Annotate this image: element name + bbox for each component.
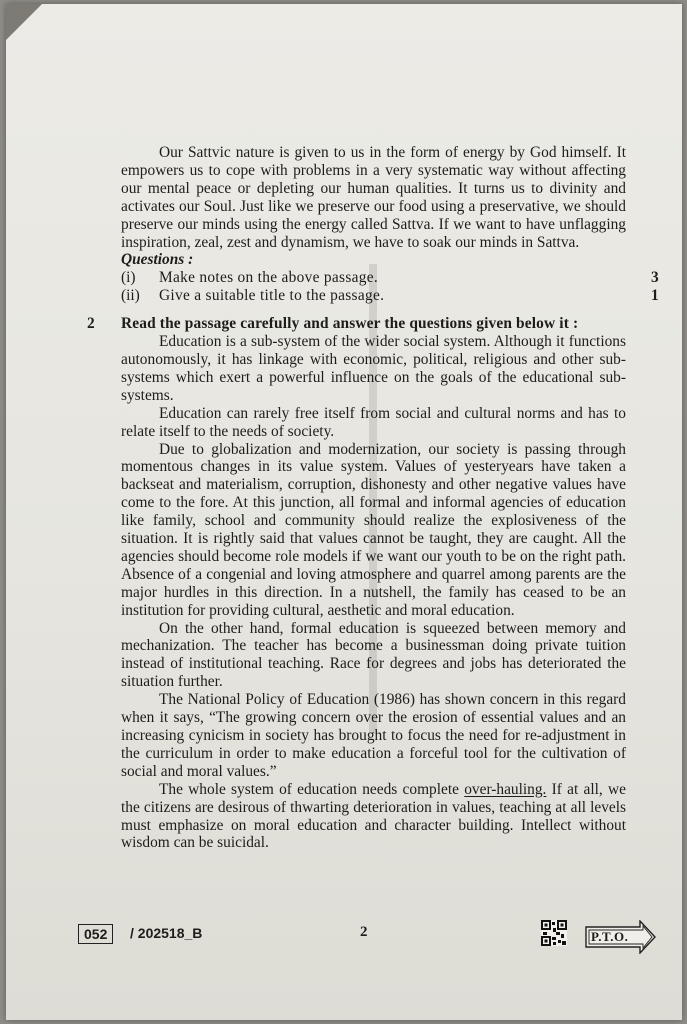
question-marks: 3: [651, 269, 659, 287]
paragraph: On the other hand, formal education is squeezed between memory and mechanization. The teacher has become a businessman doing private tuition instead of institutional teaching. Race for degrees and jobs has deteriorated the situation further.: [121, 619, 626, 691]
question-text: Make notes on the above passage.: [159, 269, 379, 287]
paragraph: Education is a sub-system of the wider social system. Although it functions autonomously, it has linkage with economic, political, religious and other sub-systems which exert a powerful influence on the goals of the educational sub-systems.: [121, 333, 626, 404]
passage1-text: Our Sattvic nature is given to us in the form of energy by God himself. It empowers us to cope with problems in a very systematic way without affecting our mental peace or depleting our human qualities. It turns us to divinity and activates our Soul. Just like we preserve our food using a preservative, we should preserve our minds using the energy called Sattva. If we want to have unflagging inspiration, zeal, zest and dynamism, we have to soak our minds in Sattva.: [121, 144, 626, 251]
content: [87, 144, 659, 852]
paper-series: / 202518_B: [130, 925, 203, 941]
qr-code-icon: [541, 920, 567, 946]
question-label: (ii): [121, 287, 140, 305]
section-number: 2: [87, 315, 95, 333]
paragraph: Due to globalization and modernization, our society is passing through momentous changes in its value system. Values of yesteryears have taken a backseat and materialism, corruption, dishonesty and other negative values have come to the fore. At this junction, all formal and informal agencies of education like family, school and community should realize the explosiveness of the situation. It is rightly said that values cannot be taught, they are caught. All the agencies should become role models if we want our youth to be on the right path. Absence of a congenial and loving atmosphere and quarrel among parents are the major hurdles in this direction. In a nutshell, the family has ceased to be an institution for providing cultural, aesthetic and moral education.: [121, 440, 626, 619]
page-number: 2: [360, 924, 368, 940]
question-list: [121, 269, 659, 305]
footer: [78, 920, 662, 956]
paper-code: 052: [78, 924, 113, 944]
text-before: The whole system of education needs complete: [159, 780, 459, 798]
questions-heading: Questions :: [121, 251, 194, 269]
paragraph: The National Policy of Education (1986) has shown concern in this regard when it says, “The growing concern over the erosion of essential values and an increasing cynicism in society has brought to focus the need for re-adjustment in the curriculum in order to make education a forceful tool for the cultivation of social and moral values.”: [121, 691, 626, 780]
question-item: [121, 269, 659, 287]
question-label: (i): [121, 269, 136, 287]
question-marks: 1: [651, 287, 659, 305]
text-after: If at all, we the citizens are desirous of thwarting deterioration in values, teaching at all levels must emphasize on moral education and character building. Intellect without wisdom can be suicidal.: [121, 780, 626, 852]
section-2: [87, 315, 626, 852]
question-item: [121, 287, 659, 305]
question-text: Give a suitable title to the passage.: [159, 287, 385, 305]
page-fold: [6, 4, 42, 40]
pto-label: P.T.O.: [591, 929, 629, 944]
paragraph-last: [121, 781, 626, 853]
section-heading: Read the passage carefully and answer the questions given below it :: [121, 315, 579, 333]
exam-page: [6, 4, 682, 1020]
paragraph: Education can rarely free itself from social and cultural norms and has to relate itself to the needs of society.: [121, 404, 626, 440]
pto-badge: [584, 920, 656, 954]
underlined-word: over-hauling.: [464, 780, 547, 798]
